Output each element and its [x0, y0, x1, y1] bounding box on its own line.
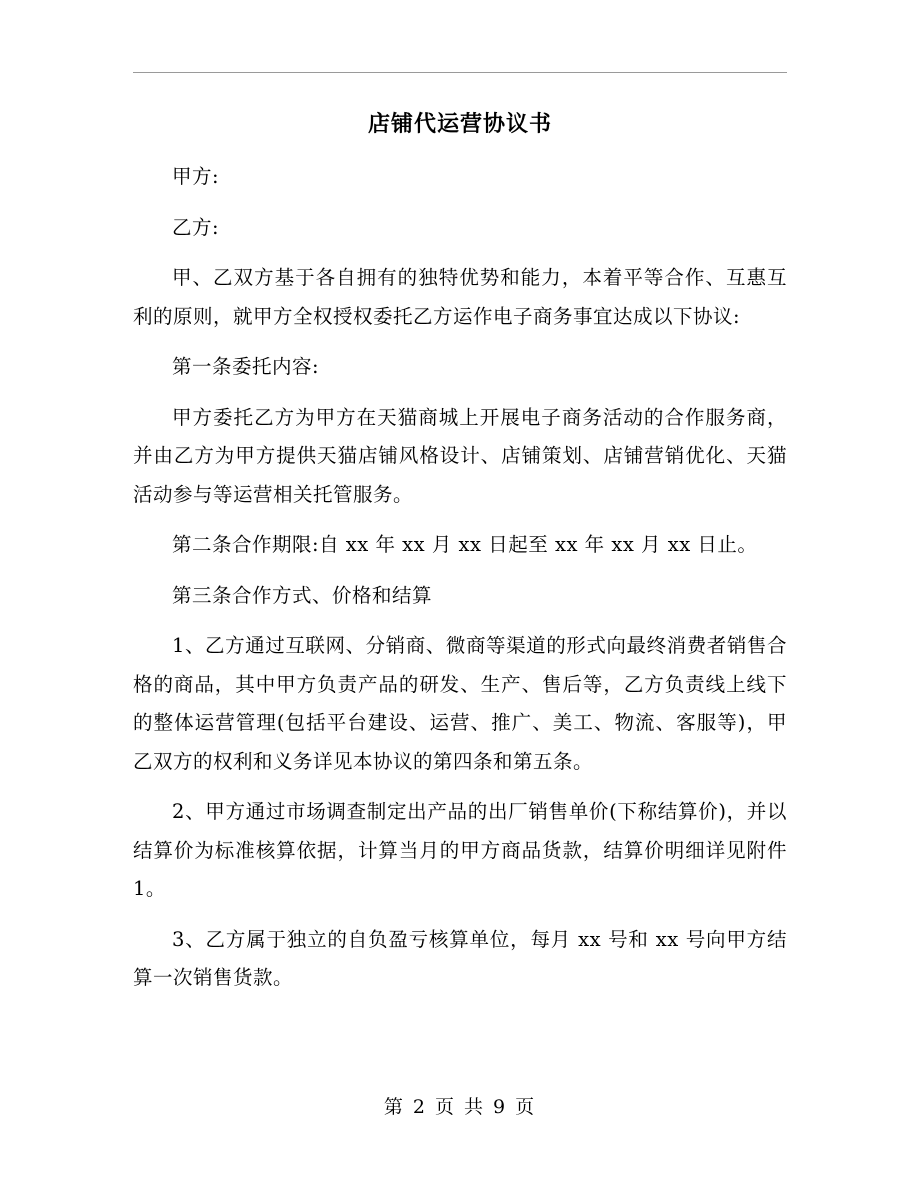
clause-2-paragraph: 2、甲方通过市场调查制定出产品的出厂销售单价(下称结算价)，并以结算价为标准核算依据，计算当月的甲方商品货款，结算价明细详见附件 1。	[133, 800, 787, 900]
document-body	[133, 98, 787, 1010]
party-b-line: 乙方:	[172, 215, 220, 239]
article-2-paragraph: 第二条合作期限:自 xx 年 xx 月 xx 日起至 xx 年 xx 月 xx 日止。	[172, 533, 758, 556]
party-a-line: 甲方:	[172, 165, 220, 188]
intro-paragraph: 甲、乙双方基于各自拥有的独特优势和能力，本着平等合作、互惠互利的原则，就甲方全权授权委托乙方运作电子商务事宜达成以下协议:	[133, 266, 787, 328]
article-3-heading: 第三条合作方式、价格和结算	[172, 583, 433, 607]
clause-3-paragraph: 3、乙方属于独立的自负盈亏核算单位，每月 xx 号和 xx 号向甲方结算一次销售货款。	[133, 927, 787, 989]
article-1-body: 甲方委托乙方为甲方在天猫商城上开展电子商务活动的合作服务商，并由乙方为甲方提供天猫店铺风格设计、店铺策划、店铺营销优化、天猫活动参与等运营相关托管服务。	[133, 405, 787, 506]
header-rule	[133, 72, 787, 73]
clause-1-paragraph: 1、乙方通过互联网、分销商、微商等渠道的形式向最终消费者销售合格的商品，其中甲方负责产品的研发、生产、售后等，乙方负责线上线下的整体运营管理(包括平台建设、运营、推广、美工、物流、客服等)，甲乙双方的权利和义务详见本协议的第四条和第五条。	[133, 634, 787, 773]
article-1-heading: 第一条委托内容:	[172, 355, 320, 378]
page-number: 第 2 页 共 9 页	[383, 1096, 537, 1118]
document-title: 店铺代运营协议书	[367, 111, 552, 137]
